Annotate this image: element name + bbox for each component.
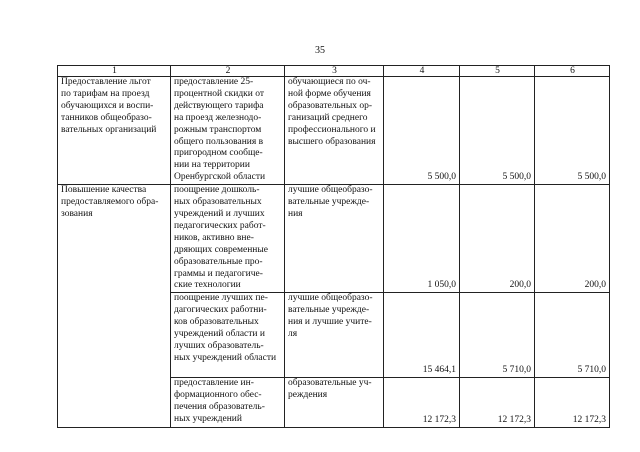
text-line: высшего образования bbox=[288, 136, 376, 147]
table-row bbox=[58, 77, 610, 185]
text-line: учреждений области и bbox=[174, 329, 265, 340]
text-line: ников, активно вне- bbox=[174, 232, 254, 243]
text-line: ных учреждений области bbox=[174, 352, 277, 363]
text-line: ские технологии bbox=[174, 280, 241, 291]
column-header: 5 bbox=[460, 66, 535, 77]
text-line: поощрение лучших пе- bbox=[174, 293, 268, 304]
table-row bbox=[58, 185, 610, 293]
text-line: рожным транспортом bbox=[174, 124, 262, 135]
text-line: ния и лучшие учите- bbox=[288, 317, 372, 328]
value-cell: 200,0 bbox=[535, 185, 610, 293]
text-line: общего пользования в bbox=[174, 136, 264, 147]
text-line: дряющих современные bbox=[174, 244, 268, 255]
value-cell: 5 710,0 bbox=[460, 293, 535, 378]
value-cell: 5 500,0 bbox=[535, 77, 610, 185]
text-line: лучших образователь- bbox=[174, 340, 264, 351]
page-number: 35 bbox=[315, 45, 325, 56]
column-header: 1 bbox=[58, 66, 171, 77]
text-line: предоставление ин- bbox=[174, 378, 254, 389]
value-cell: 200,0 bbox=[460, 185, 535, 293]
text-line: печения образователь- bbox=[174, 402, 265, 413]
text-line: обучающиеся по оч- bbox=[288, 77, 371, 87]
text-line: образовательные про- bbox=[174, 256, 263, 267]
text-line: образовательных ор- bbox=[288, 100, 373, 111]
text-line: педагогических работ- bbox=[174, 220, 266, 231]
text-line: Оренбургской области bbox=[174, 172, 266, 183]
text-line: Предоставление льгот bbox=[61, 77, 151, 87]
text-line: нии на территории bbox=[174, 160, 250, 171]
column-header: 4 bbox=[384, 66, 460, 77]
text-line: дагогических работни- bbox=[174, 305, 267, 316]
text-line: действующего тарифа bbox=[174, 100, 264, 111]
value-cell: 5 500,0 bbox=[384, 77, 460, 185]
text-line: образовательные уч- bbox=[288, 378, 372, 389]
text-line: ных учреждений bbox=[174, 414, 242, 425]
text-line: пригородном сообще- bbox=[174, 148, 263, 159]
recipient-cell bbox=[285, 77, 384, 185]
text-line: граммы и педагогиче- bbox=[174, 268, 263, 279]
table-header-row bbox=[58, 66, 610, 77]
measure-cell bbox=[58, 77, 171, 185]
text-line: обучающихся и воспи- bbox=[61, 100, 154, 111]
text-line: ганизаций среднего bbox=[288, 112, 368, 123]
column-header: 6 bbox=[535, 66, 610, 77]
column-header: 3 bbox=[285, 66, 384, 77]
text-line: учреждений и лучших bbox=[174, 208, 265, 219]
recipient-cell bbox=[285, 185, 384, 293]
text-line: ков образовательных bbox=[174, 317, 259, 328]
text-line: реждения bbox=[288, 390, 328, 401]
value-cell: 1 050,0 bbox=[384, 185, 460, 293]
text-line: предоставляемого обра- bbox=[61, 197, 159, 208]
text-line: поощрение дошколь- bbox=[174, 185, 260, 196]
recipient-cell bbox=[285, 378, 384, 428]
text-line: предоставление 25- bbox=[174, 77, 254, 87]
text-line: лучшие общеобразо- bbox=[288, 185, 373, 196]
data-table bbox=[57, 65, 610, 428]
text-line: профессионального и bbox=[288, 124, 376, 135]
text-line: ния bbox=[288, 208, 303, 219]
text-line: процентной скидки от bbox=[174, 88, 265, 99]
value-cell: 12 172,3 bbox=[460, 378, 535, 428]
mechanism-cell bbox=[171, 77, 285, 185]
text-line: ных образовательных bbox=[174, 197, 262, 208]
text-line: танников общеобразо- bbox=[61, 112, 152, 123]
text-line: по тарифам на проезд bbox=[61, 88, 150, 99]
text-line: ля bbox=[288, 329, 298, 340]
value-cell: 12 172,3 bbox=[535, 378, 610, 428]
text-line: ной форме обучения bbox=[288, 88, 371, 99]
text-line: Повышение качества bbox=[61, 185, 147, 196]
text-line: формационного обес- bbox=[174, 390, 262, 401]
text-line: лучшие общеобразо- bbox=[288, 293, 373, 304]
mechanism-cell bbox=[171, 185, 285, 293]
mechanism-cell bbox=[171, 293, 285, 378]
text-line: зования bbox=[61, 208, 93, 219]
column-header: 2 bbox=[171, 66, 285, 77]
value-cell: 15 464,1 bbox=[384, 293, 460, 378]
recipient-cell bbox=[285, 293, 384, 378]
value-cell: 12 172,3 bbox=[384, 378, 460, 428]
text-line: вательных организаций bbox=[61, 124, 157, 135]
measure-cell bbox=[58, 185, 171, 428]
text-line: вательные учрежде- bbox=[288, 305, 370, 316]
mechanism-cell bbox=[171, 378, 285, 428]
text-line: на проезд железнодо- bbox=[174, 112, 262, 123]
value-cell: 5 710,0 bbox=[535, 293, 610, 378]
value-cell: 5 500,0 bbox=[460, 77, 535, 185]
text-line: вательные учрежде- bbox=[288, 197, 370, 208]
